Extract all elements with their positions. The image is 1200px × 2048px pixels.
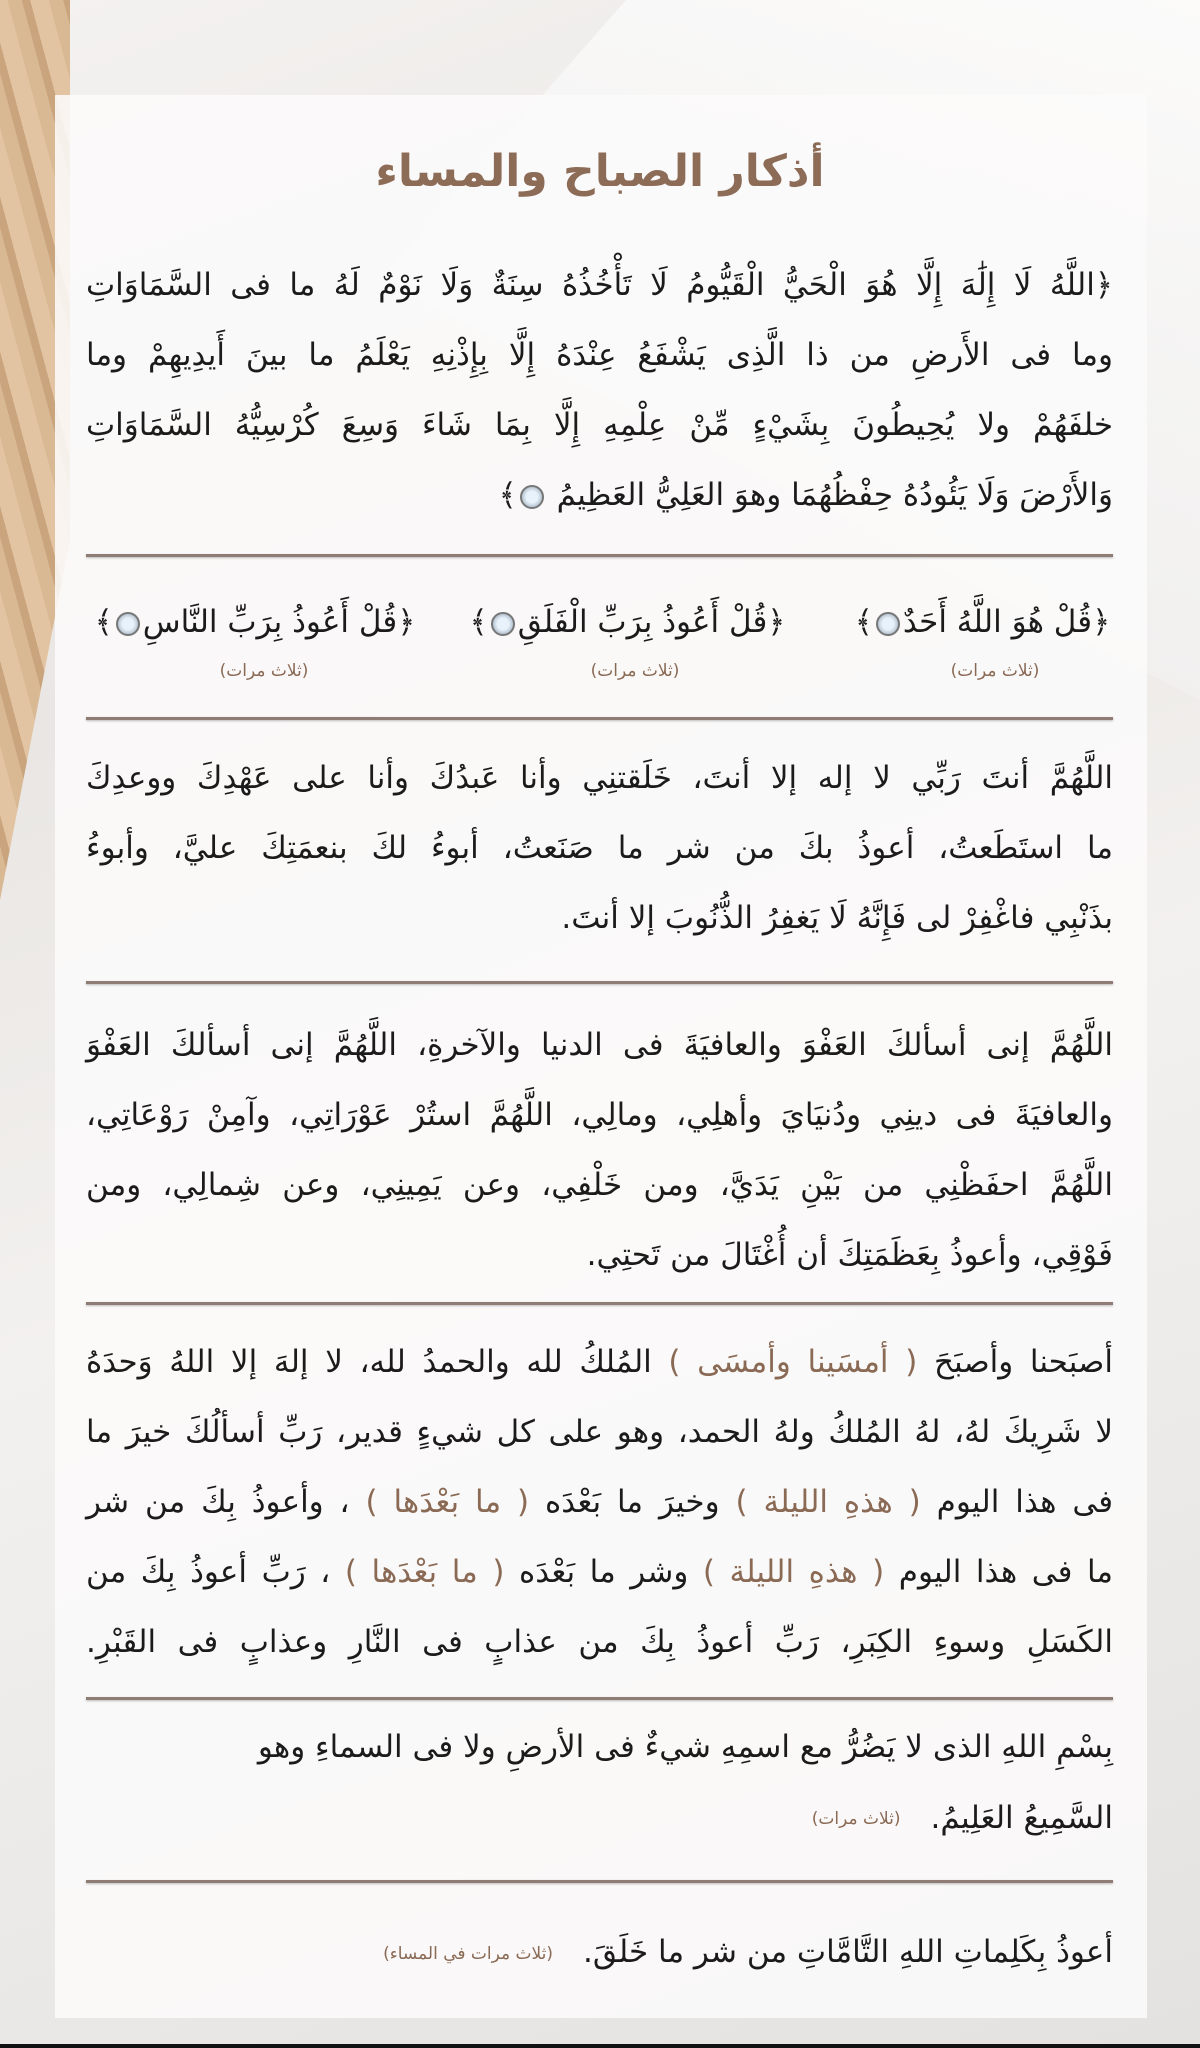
verse-end-ornament-icon xyxy=(491,612,515,636)
text-line: لا شَرِيكَ لهُ، لهُ المُلكُ ولهُ الحمد، وهو على كل شيءٍ قدير، رَبِّ أسألُكَ خيرَ ما xyxy=(86,1414,1113,1450)
text-line: ما استَطَعتُ، أعوذُ بكَ من شر ما صَنَعتُ، أبوءُ لكَ بنعمَتِكَ عليَّ، وأبوءُ xyxy=(86,830,1113,866)
verse-end-ornament-icon xyxy=(876,612,900,636)
surah-text: ﴿قُلْ هُوَ اللَّهُ أَحَدٌ xyxy=(902,604,1111,640)
closing-bracket: ﴾ xyxy=(94,604,113,640)
text-line: بذَنْبِي فاغْفِرْ لى فَإِنَّهُ لَا يَغفِرُ الذُّنُوبَ إلا أنتَ. xyxy=(561,900,1113,936)
bismillah-block xyxy=(86,1712,1113,1854)
divider xyxy=(86,1880,1113,1883)
text-line: الكَسَلِ وسوءِ الكِبَرِ، رَبِّ أعوذُ بِكَ من عذابٍ فى النَّارِ وعذابٍ فى القَبْرِ. xyxy=(86,1624,1113,1660)
repeat-count: (ثلاث مرات) xyxy=(219,661,309,681)
text-line xyxy=(86,1327,1113,1397)
surah-nas xyxy=(75,604,435,640)
evening-variant: ( ما بَعْدَها ) xyxy=(365,1484,530,1520)
text-line: وما فى الأَرضِ من ذا الَّذِى يَشْفَعُ عِنْدَهُ إِلَّا بِإِذْنِهِ يَعْلَمُ ما بينَ أَيدِيهِمْ وما xyxy=(86,337,1113,373)
text-line xyxy=(86,1467,1113,1537)
divider xyxy=(86,1697,1113,1700)
divider xyxy=(86,981,1113,984)
repeat-count: (ثلاث مرات) xyxy=(590,661,680,681)
asbahna-block xyxy=(86,1327,1113,1677)
text-line: ﴿اللَّهُ لَا إِلَٰهَ إِلَّا هُوَ الْحَيُّ الْقَيُّومُ لَا تَأْخُذُهُ سِنَةٌ وَلَا نَوْمٌ لَهُ ما فى السَّمَاوَاتِ xyxy=(86,267,1113,303)
kalimat-block xyxy=(86,1917,1113,1987)
divider xyxy=(86,1302,1113,1305)
text-segment: وخيرَ ما بَعْدَه xyxy=(529,1484,736,1520)
surah-falaq xyxy=(455,604,800,640)
istighfar-block xyxy=(86,743,1113,953)
verse-end-ornament-icon xyxy=(116,612,140,636)
text-line: والعافيَةَ فى دينِي ودُنيَايَ وأهلِي، ومالِي، اللَّهُمَّ استُرْ عَوْرَاتِي، وآمِنْ رَوْعَاتِي، xyxy=(86,1097,1113,1133)
text-segment: فى هذا اليوم xyxy=(920,1484,1114,1520)
text-segment: ما فى هذا اليوم xyxy=(884,1554,1113,1590)
text-line: اللَّهُمَّ احفَظْنِي من بَيْنِ يَدَيَّ، ومن خَلْفِي، وعن يَمِينِي، وعن شِمالِي، ومن xyxy=(86,1167,1113,1203)
text-line xyxy=(86,1783,1113,1854)
divider xyxy=(86,717,1113,720)
text-line xyxy=(86,1917,1113,1987)
surah-ikhlas xyxy=(850,604,1115,640)
closing-bracket: ﴾ xyxy=(854,604,873,640)
closing-bracket: ﴾ xyxy=(498,477,517,513)
afiya-block xyxy=(86,1010,1113,1290)
text-line: اللَّهُمَّ إنى أسألكَ العَفْوَ والعافيَةَ فى الدنيا والآخرةِ، اللَّهُمَّ إنى أسألكَ العَفْوَ xyxy=(86,1027,1113,1063)
text-segment: ، رَبِّ أعوذُ بِكَ من xyxy=(86,1554,345,1590)
divider xyxy=(86,554,1113,557)
surah-text: ﴿قُلْ أَعُوذُ بِرَبِّ النَّاسِ xyxy=(142,604,416,640)
text-segment: وَالأَرْضَ وَلَا يَئُودُهُ حِفْظُهُمَا وهوَ العَلِيُّ العَظِيمُ xyxy=(556,477,1113,513)
ayat-kursi-block xyxy=(86,250,1113,530)
text-segment: أعوذُ بِكَلِماتِ اللهِ التَّامَّاتِ من شر ما خَلَقَ. xyxy=(583,1934,1113,1970)
text-segment: ، وأعوذُ بِكَ من شر xyxy=(86,1484,366,1520)
text-segment: السَّمِيعُ العَلِيمُ. xyxy=(930,1800,1113,1836)
text-line: خلفَهُمْ ولا يُحِيطُونَ بِشَيْءٍ مِّنْ عِلْمِهِ إِلَّا بِمَا شَاءَ وَسِعَ كُرْسِيُّهُ السَّمَاوَاتِ xyxy=(86,407,1113,443)
surah-text: ﴿قُلْ أَعُوذُ بِرَبِّ الْفَلَقِ xyxy=(517,604,786,640)
text-segment: وشر ما بَعْدَه xyxy=(504,1554,703,1590)
evening-variant: ( هذهِ الليلة ) xyxy=(702,1554,885,1590)
repeat-count: (ثلاث مرات في المساء) xyxy=(383,1943,554,1964)
text-line xyxy=(86,460,1113,530)
closing-bracket: ﴾ xyxy=(469,604,488,640)
text-line xyxy=(86,1537,1113,1607)
text-line: اللَّهُمَّ أنتَ رَبِّي لا إله إلا أنتَ، خَلَقتنِي وأنا عَبدُكَ وأنا على عَهْدِكَ ووعدِكَ xyxy=(86,760,1113,796)
text-segment: أصبَحنا وأصبَحَ xyxy=(917,1344,1113,1380)
evening-variant: ( أمسَينا وأمسَى ) xyxy=(668,1344,918,1380)
text-line: بِسْمِ اللهِ الذى لا يَضُرُّ مع اسمِهِ شيءٌ فى الأرضِ ولا فى السماءِ وهو xyxy=(257,1729,1113,1765)
text-line: فَوْقِي، وأعوذُ بِعَظَمَتِكَ أن أُغْتَالَ من تَحتِي. xyxy=(586,1237,1113,1273)
page-title: أذكار الصباح والمساء xyxy=(375,146,825,197)
verse-end-ornament-icon xyxy=(520,485,544,509)
evening-variant: ( ما بَعْدَها ) xyxy=(344,1554,505,1590)
evening-variant: ( هذهِ الليلة ) xyxy=(735,1484,921,1520)
repeat-count: (ثلاث مرات) xyxy=(950,661,1040,681)
bottom-bar xyxy=(0,2044,1200,2048)
repeat-count: (ثلاث مرات) xyxy=(811,1809,901,1829)
text-segment: المُلكُ لله والحمدُ لله، لا إلهَ إلا اللهُ وَحدَهُ xyxy=(86,1344,669,1380)
